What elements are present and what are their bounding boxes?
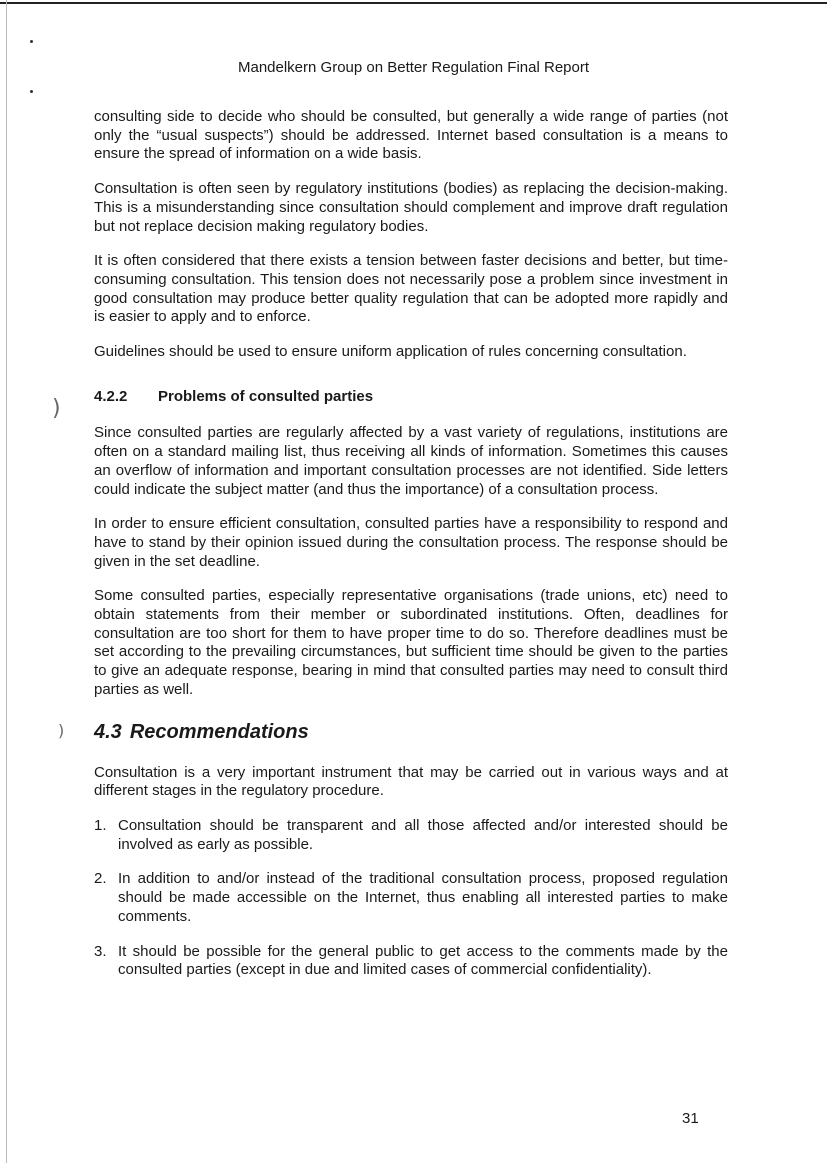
section-heading xyxy=(94,720,728,744)
recommendations-list xyxy=(94,817,728,980)
top-rule xyxy=(0,2,827,4)
section-title: Recommendations xyxy=(129,720,309,743)
section-number: 4.3 xyxy=(94,720,122,743)
list-item xyxy=(94,870,728,926)
paragraph: It is often considered that there exists a tension between faster decisions and better, but time-consuming consultation. This tension does not necessarily pose a problem since investment in good consultation may produce better quality regulation that can be adopted more rapidly and is easier to apply and to enforce. xyxy=(94,252,728,326)
binder-hole-mark: ) xyxy=(52,396,61,421)
paragraph: Since consulted parties are regularly affected by a vast variety of regulations, institutions are often on a standard mailing list, thus receiving all kinds of information. Sometimes this causes an overflow of information and important consultation processes are not identified. Side letters could indicate the subject matter (and thus the importance) of a consultation process. xyxy=(94,424,728,498)
section-intro: Consultation is a very important instrument that may be carried out in various ways and at different stages in the regulatory procedure. xyxy=(94,763,728,800)
list-item-text: Consultation should be transparent and all those affected and/or interested should be involved as early as possible. xyxy=(118,816,728,853)
binder-hole-mark: ) xyxy=(58,721,65,740)
list-marker: 3. xyxy=(94,942,107,960)
paragraph: Guidelines should be used to ensure uniform application of rules concerning consultation. xyxy=(94,343,687,361)
paragraph: Consultation is often seen by regulatory institutions (bodies) as replacing the decision-making. This is a misunderstanding since consultation should complement and improve draft regulation but not replace decision making regulatory bodies. xyxy=(94,180,728,235)
running-header: Mandelkern Group on Better Regulation Final Report xyxy=(237,59,590,76)
subsection-heading xyxy=(94,388,728,407)
scan-dot xyxy=(30,40,33,43)
list-marker: 2. xyxy=(94,870,107,888)
page-number: 31 xyxy=(682,1110,699,1127)
paragraph: Some consulted parties, especially representative organisations (trade unions, etc) need to obtain statements from their member or subordinated institutions. Often, deadlines for consultation are too short for them to have proper time to do so. Therefore deadlines must be set according to the prevailing circumstances, but sufficient time should be given to the parties to give an adequate response, bearing in mind that consulted parties may need to consult third parties as well. xyxy=(94,587,728,698)
subsection-title: Problems of consulted parties xyxy=(158,387,374,405)
list-marker: 1. xyxy=(94,816,107,834)
subsection-number: 4.2.2 xyxy=(94,387,128,405)
scan-edge xyxy=(6,0,7,1163)
list-item-text: It should be possible for the general public to get access to the comments made by the consulted parties (except in due and limited cases of commercial confidentiality). xyxy=(118,942,728,979)
list-item-text: In addition to and/or instead of the traditional consultation process, proposed regulation should be made accessible on the Internet, thus enabling all interested parties to make comments. xyxy=(118,870,728,925)
list-item xyxy=(94,817,728,854)
scan-dot xyxy=(30,90,33,93)
list-item xyxy=(94,943,728,980)
page-body xyxy=(94,108,728,996)
paragraph: consulting side to decide who should be consulted, but generally a wide range of parties (not only the “usual suspects”) should be addressed. Internet based consultation is a means to ensure the spread of information on a wide basis. xyxy=(94,108,728,163)
paragraph: In order to ensure efficient consultation, consulted parties have a responsibility to respond and have to stand by their opinion issued during the consultation process. The response should be given in the set deadline. xyxy=(94,515,728,570)
